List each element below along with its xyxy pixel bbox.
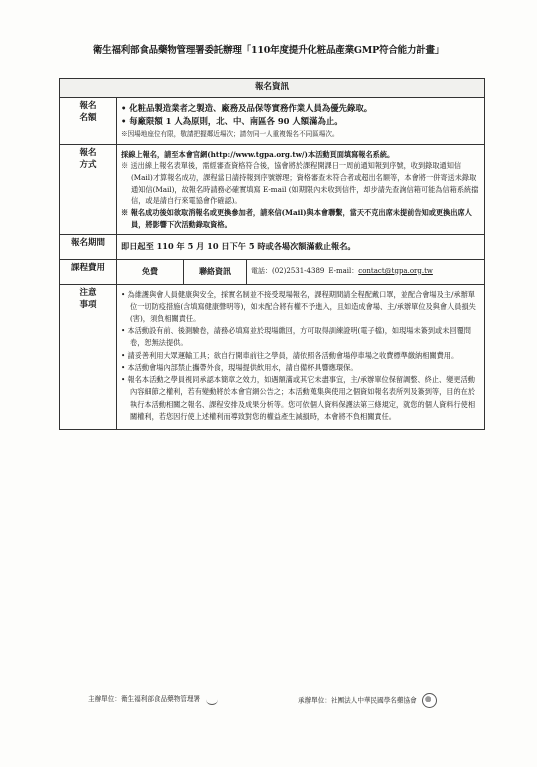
notes-row: [60, 284, 485, 430]
quota-content: [117, 97, 485, 144]
note-item: • 請妥善利用大眾運輸工具；欲自行開車前往之學員，請依照各活動會場停車場之收費標準繳納相關費用。: [121, 350, 459, 360]
fee-label: 課程費用: [60, 259, 117, 284]
registration-table: [59, 78, 485, 430]
period-value: 即日起至 110 年 5 月 10 日下午 5 時或各場次額滿截止報名。: [117, 235, 485, 259]
method-note-1: ※ 送出線上報名表單後，需經審查資格符合後，協會將於課程開課日一周前通知報到序號，收到錄取通知信(Mail)才算報名成功，課程當日請持報到序號辦理；資格審查未符合者或超出名額等，本會將一併寄送未錄取通知信(Mail)，故報名時請務必確實填寫 E-mail (如期限內未收到信件，却步請先查詢信箱可能為信箱系統擋信，或是請自行來電協會作確認)。: [121, 161, 479, 206]
notes-label: [60, 284, 117, 430]
quota-note: ※因場地座位有限，敬請把握鄰近場次；請勿同一人重複報名不同區場次。: [121, 129, 339, 138]
method-row: [60, 144, 485, 235]
note-item: • 報名本活動之學員視同承認本簡章之效力，如遇額滿或其它未盡事宜，主/承辦單位保留調整、終止、變更活動內容細節之權利，若有變動將於本會官網公告之；本活動蒐集與使用之個資如報名表所列及簽到等，目的在於執行本活動相關之報名、課程安排及成果分析等。您可依個人資料保護法第三條規定，就您的個人資料行使相關權利，若您因行使上述權利而導致對您的權益產生減損時，本會將不負相關責任。: [121, 375, 476, 421]
quota-line-2: • 每廠限額 1 人為原則，北、中、南區各 90 人額滿為止。: [121, 116, 343, 127]
document-title: 衛生福利部食品藥物管理署委託辦理「110年度提升化粧品產業GMP符合能力計畫」: [92, 45, 445, 56]
contact-email-label: E-mail：: [328, 266, 359, 275]
method-content: [117, 144, 485, 235]
note-item: • 為維護與會人員健康與安全，採實名制並不接受現場報名，課程期間請全程配戴口罩，並配合會場及主/承辦單位一切防疫措施(含填寫健康聲明等)，如未配合將有權不予進入，且如造成會場、主/承辦單位及與會人員損失(害)，須負相關責任。: [121, 289, 476, 323]
period-row: [60, 235, 485, 259]
notes-label-text: 注意 事項: [79, 287, 97, 310]
method-label-text: 報名 方式: [79, 147, 97, 170]
quota-label-text: 報名 名額: [79, 100, 97, 124]
contact-email-link[interactable]: contact@tgpa.org.tw: [358, 266, 433, 275]
contact-info: [247, 260, 484, 284]
tfda-logo-icon: [206, 694, 218, 705]
contact-phone: 電話：(02)2531-4389: [251, 266, 325, 275]
note-item: • 本活動設有前、後測驗卷，請務必填寫並於現場繳回，方可取得訓練證明(電子檔)，如現場未簽到或未回覆問卷，恕無法提供。: [121, 326, 471, 348]
method-intro: 採線上報名，請至本會官網(http://www.tgpa.org.tw/)本活動頁面填寫報名系統。: [121, 149, 395, 159]
association-logo-icon: [422, 693, 437, 708]
notes-content: [117, 284, 485, 430]
quota-label: [60, 97, 117, 144]
method-note-2: ※ 報名成功後如欲取消報名或更換參加者，請來信(Mail)與本會聯繫，當天不克出席未提前告知或更換出席人員，將影響下次活動錄取資格。: [121, 207, 472, 229]
executor-text: 承辦單位：社團法人中華民國學名藥協會: [298, 696, 417, 705]
note-item: • 本活動會場內部禁止攜帶外食，現場提供飲用水，請自備杯具響應環保。: [121, 362, 358, 372]
fee-content: [117, 259, 485, 284]
fee-value: 免費: [117, 260, 184, 284]
fee-row: [60, 259, 485, 284]
contact-label: 聯絡資訊: [184, 260, 247, 284]
organizer-text: 主辦單位：衛生福利部食品藥物管理署: [88, 695, 201, 703]
executor-footer: [298, 693, 437, 708]
organizer-footer: [88, 693, 218, 705]
quota-row: [60, 97, 485, 144]
method-label: [60, 144, 117, 235]
period-label: 報名期間: [60, 235, 117, 259]
section-header: 報名資訊: [60, 79, 485, 98]
quota-line-1: • 化粧品製造業者之製造、廠務及品保等實務作業人員為優先錄取。: [121, 102, 373, 113]
